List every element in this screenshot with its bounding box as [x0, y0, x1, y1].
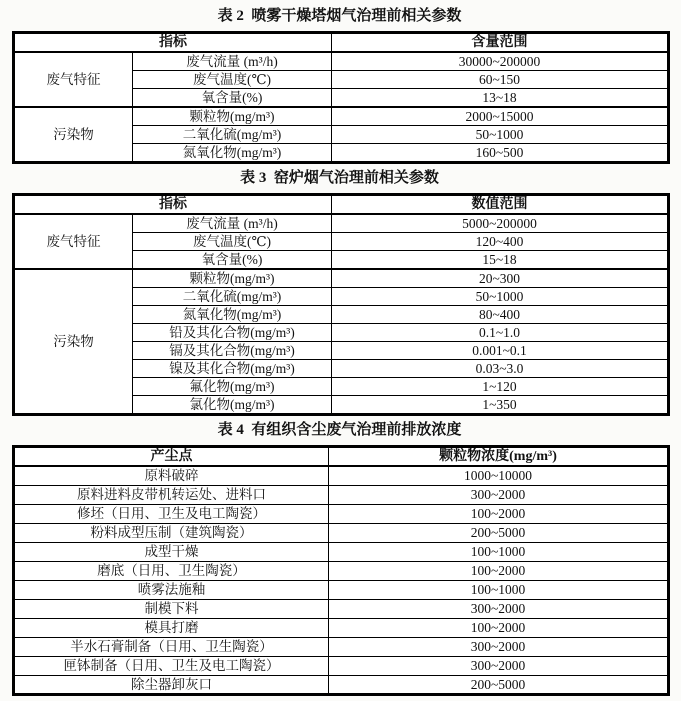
indicator-cell: 氧含量(%) — [133, 89, 332, 108]
table-row — [14, 580, 669, 599]
indicator-cell: 氮氧化物(mg/m³) — [133, 144, 332, 163]
indicator-cell: 镉及其化合物(mg/m³) — [133, 342, 332, 360]
value-cell: 60~150 — [332, 71, 669, 89]
table-row — [14, 523, 669, 542]
source-cell: 除尘器卸灰口 — [14, 675, 329, 694]
table2-header-indicator: 指标 — [14, 33, 332, 53]
table2-header-value: 含量范围 — [332, 33, 669, 53]
table-row — [14, 214, 669, 233]
indicator-cell: 废气温度(℃) — [133, 71, 332, 89]
value-cell: 1~120 — [332, 378, 669, 396]
value-cell: 20~300 — [332, 269, 669, 288]
table4-header-row — [14, 447, 669, 467]
indicator-cell: 颗粒物(mg/m³) — [133, 107, 332, 126]
source-cell: 修坯（日用、卫生及电工陶瓷） — [14, 504, 329, 523]
table4-header-value: 颗粒物浓度(mg/m³) — [329, 447, 669, 467]
indicator-cell: 氮氧化物(mg/m³) — [133, 306, 332, 324]
table4-header-source: 产尘点 — [14, 447, 329, 467]
value-cell: 13~18 — [332, 89, 669, 108]
table-row — [14, 504, 669, 523]
value-cell: 120~400 — [332, 233, 669, 251]
source-cell: 原料进料皮带机转运处、进料口 — [14, 485, 329, 504]
value-cell: 50~1000 — [332, 288, 669, 306]
indicator-cell: 氧含量(%) — [133, 251, 332, 270]
table2-group-waste-gas: 废气特征 — [14, 52, 133, 107]
value-cell: 80~400 — [332, 306, 669, 324]
table-row — [14, 466, 669, 485]
table-row — [14, 637, 669, 656]
value-cell: 100~1000 — [329, 580, 669, 599]
table2-header-row — [14, 33, 669, 53]
indicator-cell: 二氧化硫(mg/m³) — [133, 126, 332, 144]
indicator-cell: 废气流量 (m³/h) — [133, 214, 332, 233]
source-cell: 原料破碎 — [14, 466, 329, 485]
source-cell: 喷雾法施釉 — [14, 580, 329, 599]
source-cell: 模具打磨 — [14, 618, 329, 637]
source-cell: 半水石膏制备（日用、卫生陶瓷） — [14, 637, 329, 656]
value-cell: 300~2000 — [329, 599, 669, 618]
source-cell: 匣钵制备（日用、卫生及电工陶瓷） — [14, 656, 329, 675]
table-row — [14, 485, 669, 504]
value-cell: 1~350 — [332, 396, 669, 415]
source-cell: 制模下料 — [14, 599, 329, 618]
value-cell: 50~1000 — [332, 126, 669, 144]
value-cell: 300~2000 — [329, 656, 669, 675]
value-cell: 1000~10000 — [329, 466, 669, 485]
table-row — [14, 542, 669, 561]
table2 — [12, 31, 670, 164]
value-cell: 100~1000 — [329, 542, 669, 561]
indicator-cell: 废气流量 (m³/h) — [133, 52, 332, 71]
indicator-cell: 废气温度(℃) — [133, 233, 332, 251]
table4-title: 表 4 有组织含尘废气治理前排放浓度 — [217, 422, 462, 438]
table-row — [14, 52, 669, 71]
value-cell: 0.1~1.0 — [332, 324, 669, 342]
table-row — [14, 561, 669, 580]
table3-group-pollutants: 污染物 — [14, 269, 133, 415]
value-cell: 100~2000 — [329, 504, 669, 523]
indicator-cell: 镍及其化合物(mg/m³) — [133, 360, 332, 378]
table-row — [14, 107, 669, 126]
source-cell: 成型干燥 — [14, 542, 329, 561]
source-cell: 磨底（日用、卫生陶瓷） — [14, 561, 329, 580]
value-cell: 0.001~0.1 — [332, 342, 669, 360]
table3 — [12, 193, 670, 416]
table-row — [14, 269, 669, 288]
indicator-cell: 铅及其化合物(mg/m³) — [133, 324, 332, 342]
value-cell: 5000~200000 — [332, 214, 669, 233]
table3-header-indicator: 指标 — [14, 195, 332, 215]
table4 — [12, 445, 670, 696]
table3-title: 表 3 窑炉烟气治理前相关参数 — [240, 170, 439, 186]
indicator-cell: 颗粒物(mg/m³) — [133, 269, 332, 288]
table2-group-pollutants: 污染物 — [14, 107, 133, 163]
value-cell: 30000~200000 — [332, 52, 669, 71]
value-cell: 160~500 — [332, 144, 669, 163]
value-cell: 100~2000 — [329, 561, 669, 580]
table3-group-waste-gas: 废气特征 — [14, 214, 133, 269]
table-row — [14, 618, 669, 637]
value-cell: 200~5000 — [329, 675, 669, 694]
table-row — [14, 599, 669, 618]
table-row — [14, 656, 669, 675]
value-cell: 100~2000 — [329, 618, 669, 637]
table-row — [14, 675, 669, 694]
indicator-cell: 氟化物(mg/m³) — [133, 378, 332, 396]
value-cell: 2000~15000 — [332, 107, 669, 126]
table2-title: 表 2 喷雾干燥塔烟气治理前相关参数 — [217, 8, 462, 24]
value-cell: 0.03~3.0 — [332, 360, 669, 378]
table3-header-value: 数值范围 — [332, 195, 669, 215]
table3-header-row — [14, 195, 669, 215]
indicator-cell: 氯化物(mg/m³) — [133, 396, 332, 415]
indicator-cell: 二氧化硫(mg/m³) — [133, 288, 332, 306]
source-cell: 粉料成型压制（建筑陶瓷） — [14, 523, 329, 542]
value-cell: 15~18 — [332, 251, 669, 270]
value-cell: 300~2000 — [329, 485, 669, 504]
value-cell: 300~2000 — [329, 637, 669, 656]
value-cell: 200~5000 — [329, 523, 669, 542]
